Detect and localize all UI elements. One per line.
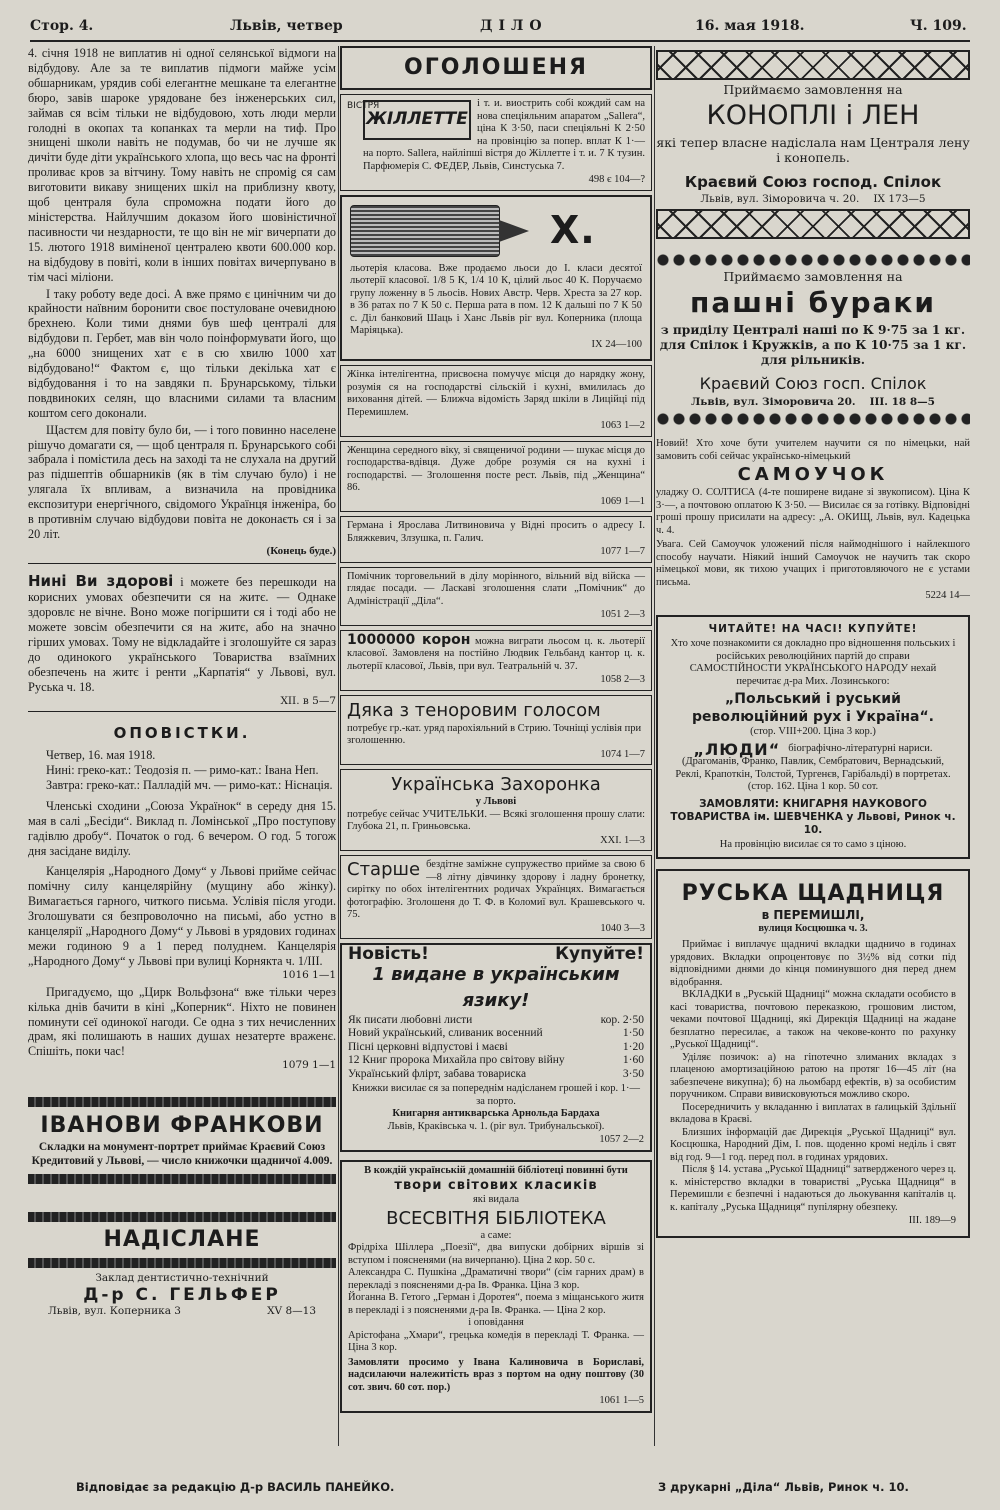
article-paragraph: І таку роботу веде досі. А вже прямо є цинічним чи до крайности наївним боронити своє постуловане очевидною брехнею. Коли тими днями був шеф централі для відбудови п. Гербет, мав він чоло поінформувати його, що „на 6000 знищених хат є в сю хвилю 1000 хат відбудовано!“ Фактом є, що тільки декілька хат є відбудовання і то на завдяки п. Брунарському, тільки повдвиноких селян, що власними силами та власним коштом сего доконали. [28, 286, 336, 420]
column-divider [338, 46, 339, 1446]
classified-text: потребує сейчас УЧИТЕЛЬКИ. — Всякі зголошення прошу слати: Глубока 21, п. Гриньовська. [347, 808, 645, 832]
notices-title: ОПОВІСТКИ. [113, 724, 251, 743]
library-ad [340, 1160, 652, 1413]
book-row [348, 1027, 644, 1041]
classified-text: Помічник торговельний в ділу морінного, вільний від війска — глядає посади. — Ласкаві зголошення слати „Помічник“ до Адміністрації „Діла“. [347, 570, 645, 607]
book-title: Український флірт, забава товариска [348, 1067, 527, 1080]
library-list [348, 1242, 644, 1355]
ad-number: 498 є 104—? [588, 174, 645, 185]
kindergarten-ad [340, 769, 652, 851]
book-row [348, 1041, 644, 1055]
ads-title: ОГОЛОШЕНЯ [404, 55, 588, 80]
notices-names: Нині: греко-кат.: Теодозія п. — римо-кат.: Івана Неп. [46, 762, 319, 777]
book-price: 1·20 [622, 1040, 644, 1053]
pointing-hand-icon [350, 205, 500, 257]
cantor-ad [340, 695, 652, 766]
dentist-footer [28, 1305, 336, 1317]
classified-text: потребує гр.-кат. уряд парохіяльний в Стрию. Точніщі услівія при зголошенню. [347, 722, 642, 746]
ad-number: III. 18 8—5 [869, 396, 935, 408]
books-ad [340, 943, 652, 1152]
ad-number: IX 173—5 [873, 192, 926, 205]
library-intro: В кождій українській домашній бібліотеці повинні бути [364, 1164, 628, 1176]
classified-text: можна виграти льосом ц. к. льотерії класової. Замовленя на постійно Людвик Гельбанд кантор ц. к. льотерії класової, Львів, при вул. Театральній ч. 37. [347, 635, 646, 672]
franko-headline: ІВАНОВИ ФРАНКОВИ [40, 1113, 324, 1139]
library-headline: твори світових класиків [394, 1178, 598, 1193]
masthead-rule [30, 40, 970, 42]
beet-footer [656, 396, 970, 408]
lottery-million-ad [340, 630, 652, 691]
ad-number: 1077 1—7 [600, 546, 645, 557]
beet-text: з приділу Централі наші по К 9·75 за 1 кг. для Спілок і Кружків, а по К 10·75 за 1 кг. для рільників. [659, 323, 967, 367]
beet-org: Краєвий Союз госп. Спілок [699, 374, 927, 393]
library-item: Фрідріха Шіллера „Поезії“, два випуски добірних віршів зі вступом і поясненями (на вичерпаню). Ціна 2 кор. 50 с. [348, 1242, 644, 1266]
library-item: і оповідання [468, 1317, 524, 1328]
article-paragraph: Щастєм для повіту було би, — і того повинно населене рішучо домагати ся, — щоб централя п. Брунарського собі забрала і помістила десь на заході та не слухала на другий раз підшептів обшарників (як в тім случаю було) і не улягала їх впливам, а визначила на провідника експозитури енергічного, свідомого Українця інженіра, бо в противнім случаю відбудови повіта не доконаєть ся і за 20 літ. [28, 422, 336, 541]
notices-tomorrow: Завтра: греко-кат.: Палладій мч. — римо-кат.: Ніснація. [46, 777, 333, 792]
dentist-address: Львів, вул. Коперника 3 [48, 1304, 181, 1317]
library-item: Йоганна В. Гетого „Герман і Доротея“, поема з міщанського житя в перекладі і з поясненями д-ра Ів. Франка. — Ціна 2 кор. [348, 1292, 644, 1316]
library-item: Арістофана „Хмари“, грецька комедія в перекладі Т. Франка. — Ціна 3 кор. [348, 1329, 644, 1353]
page-number: Стор. 4. [30, 18, 94, 34]
bank-paragraph: ВКЛАДКИ в „Руській Щадниці“ можна складати особисто в касі товариства, почтовою переказкою, грошовим листом, чеками почтової Щадниці, які Дирекція Щадниці на жадане безплатно пересилає, а також на чекове-конто по рахунку „Руської Щадниці“. [670, 989, 956, 1050]
hemp-headline: КОНОПЛІ і ЛЕН [706, 99, 920, 131]
book-title: 12 Книг пророка Михайла про світову війну [348, 1054, 565, 1066]
notice-item: Пригадуємо, що „Цирк Вольфзона“ вже тільки через кілька днів бачити в кіні „Коперник“. Ніхто не повинен поминути сеї одинокої нагоди. Се одна з тих нечисленних драм, які полишають в наших душах незатерте враженє. Спішіть, поки час! [28, 984, 336, 1059]
section-rule [28, 563, 336, 565]
books-novelty: Новість! [348, 944, 429, 964]
notices-date: Четвер, 16. мая 1918. [46, 748, 156, 763]
library-order: Замовляти просимо у Івана Калиновича в Бориславі, надсилаючи належитість враз з портом на одну поштову (30 сот. звич. 60 сот. пор.) [348, 1356, 644, 1393]
self-teacher-ad [656, 434, 970, 607]
ad-number: 1040 3—3 [600, 922, 645, 934]
insurance-headline: Нині Ви здорові [28, 572, 174, 591]
book-row [348, 1068, 644, 1082]
ads-header-box [340, 46, 652, 90]
insurance-ad [28, 574, 336, 706]
savings-bank-ad [656, 869, 970, 1238]
column-left [28, 46, 336, 1476]
lottery-x: X. [550, 207, 596, 252]
footer-editor: Відповідає за редакцію Д-р ВАСИЛЬ ПАНЕЙКО. [76, 1480, 395, 1494]
footer-printer: З друкарні „Діла“ Львів, Ринок ч. 10. [658, 1480, 909, 1494]
ad-number: 1069 1—1 [600, 495, 645, 507]
insurance-text: і можете без перешкоди на корисних умовах обезпечити ся на житє. — Однаке здоровлє не вічне. Воно може погіршити ся і тоді або не можете зовсім обезпечити ся на житє, або на значно гірших умовах. Тому не відкладайте і зголошуйте ся зараз до одинокого українського Товариства взаїмних обезпечень на житє і ренти „Карпатія“ у Львові, вул. Руська ч. 18. [28, 575, 336, 694]
franko-text: Складки на монумент-портрет приймає Краєвий Союз Кредитовий у Львові, — число книжочки щадничої 4.009. [31, 1141, 333, 1168]
decorative-bar [28, 1097, 336, 1107]
notice-item: Канцелярія „Народного Дому“ у Львові прийме сейчас помічну силу канцелярійну (мущину або жінку). Вимагається гарного, читкого письма. Услівія після угоди. Зголошувати ся безпроволочно на письмі, або устно в канцелярії „Народного Дому“ у Львові в урядових годинах межи годиною 9 а 1 перед полуднем. Канцелярія „Народного Дому“ у Львові при вулиці Корнякта ч. 1/III. [28, 864, 336, 968]
classified-text: бездітне замiжне супружество прийме за свою 6—8 літну дівчинку здорову і ладну бронетку, сирітку по обох інтелігентних родичах Українцях. Вимагається фотографію. Зголошеня до Т. Ф. в Коломиї вул. Крашевського ч. 75. [347, 859, 645, 920]
hemp-intro: Приймаємо замовлення на [723, 82, 903, 97]
self-teacher-text: уладжу О. СОЛТИСА (4-те поширене видане зі звукописом). Ціна К 3·—, а почтовою оплатою К 3·50. — Висилає ся за готівку. Відповідні гроші прошу присилати на адресу: „А. ОКИЩ, Львів, вул. Кадецька ч. 4. [656, 487, 970, 536]
gillette-logo [363, 100, 471, 140]
beet-intro: Приймаємо замовлення на [723, 268, 903, 284]
beads-border [656, 412, 970, 426]
ornament-border [656, 50, 970, 80]
kindergarten-headline: Українська Захоронка [391, 774, 601, 795]
read-text: Хто хоче познакомити ся докладно про відношення польських і російських революційних партій до справи САМОСТІЙНОСТИ УКРАЇНСЬКОГО НАРОДУ нехай перечитає д-ра Мих. Лозинського: [670, 638, 956, 687]
cantor-headline: Дяка з теноровим голосом [347, 699, 601, 721]
ad-number: 1016 1—1 [282, 968, 336, 981]
classified-ad [340, 441, 652, 513]
ad-number: XII. в 5—7 [280, 694, 336, 707]
people-price: (стор. 162. Ціна 1 кор. 50 сот. [747, 781, 879, 792]
lottery-ad [340, 195, 652, 362]
people-headline: „ЛЮДИ“ [693, 739, 781, 759]
books-shop: Книгарня антикварська Арнольда Бардаха [392, 1108, 600, 1119]
bank-address: вулиця Косцюшка ч. 3. [758, 922, 868, 934]
lottery-text: льотерія класова. Вже продаємо льоси до І. класи десятої льотерії класової. 1/8 5 К, 1/4 10 К, цілий льос 40 К. Поручаємо групу ложенну в 5 льосів. Нових Австр. Черв. Хреста за 27 кор. в 36 ратах по 7 К 50 с. Перша рата в пом. 12 К дальші по 7 К 50 с. Діл банковий Шаць і Ханс Львів рiг вул. Коперника (площа Маріяцька). [350, 262, 642, 336]
hemp-footer [656, 193, 970, 205]
lottery-graphic [350, 205, 642, 257]
classified-ad [340, 567, 652, 626]
ad-number: XXI. 1—3 [600, 834, 645, 846]
gillette-word: ЖІЛЛЕТТЕ [366, 109, 468, 130]
book-row [348, 1014, 644, 1028]
books-headline: 1 видане в українським язику! [372, 963, 620, 1011]
self-teacher-note: Увага. Сей Самоучок уложений після наймоднішого і найлекшого способу научати. Ніякий інший Самоучок не научить так скоро німецької мови, як тихою учащих і приготовляючого не є устами письма. [656, 539, 970, 588]
bank-headline: РУСЬКА ЩАДНИЦЯ [681, 881, 945, 906]
beet-address: Львів, вул. Зіморовича 20. [691, 396, 856, 408]
decorative-bar [28, 1174, 336, 1184]
books-address: Львів, Краківська ч. 1. (ріг вул. Трибунальської). [387, 1120, 605, 1132]
ad-number: 1063 1—2 [600, 420, 645, 431]
newspaper-title: ДІЛО [480, 18, 548, 34]
place-day: Львів, четвер [230, 18, 343, 34]
order-text: ЗАМОВЛЯТИ: КНИГАРНЯ НАУКОВОГО ТОВАРИСТВА ім. ШЕВЧЕНКА у Львові, Ринок ч. 10. [670, 797, 956, 836]
classified-text: Жінка інтелігентна, приcвоєна помучує місця до нарядку жону, розумія ся на господарстві сільскій і кухні, вмилилась до виховання дітей. — Ближча відомість Заряд шкіли в Лиційці під Перемишлем. [347, 369, 645, 418]
bank-paragraph: Приймає і виплачує щадничі вкладки щадничо в годинах урядових. Вкладки опроцентовує по 3½% від сотки під відповідними днями до кінця поминувшого дня перед днем відобрання. [670, 939, 956, 988]
read-headline: „Польський і руський революційний рух і Україна“. [692, 691, 934, 725]
read-banner: ЧИТАЙТЕ! НА ЧАСІ! КУПУЙТЕ! [708, 622, 918, 635]
books-note: Книжки висилає ся за попереднім надісланем грошей і кор. 1·— за порто. [352, 1083, 640, 1107]
order-note: На провінцію висилає ся то само з ціною. [719, 838, 907, 850]
library-title: ВСЕСВІТНЯ БІБЛІОТЕКА [386, 1207, 606, 1229]
classified-ad [340, 516, 652, 563]
notice-item: Членські сходини „Союза Українок“ в середу дня 15. мая в салі „Бесіди“. Виклад п. Ломінської „Про поступову гадівлю дробу“. Початок о год. 6 вечером. О год. 5 тогож дня засідане виділу. [28, 798, 336, 858]
book-price: 1·50 [622, 1027, 644, 1039]
bank-paragraph: Після § 14. устава „Руської Щадниці“ затвердженого через ц. к. міністерство вкладки в товаристві „Руська Щадниця“ в Перемишли є безпечні і надаються до льокування капіталів ц. к. капіталу „Руська Щадниця“ пупілярну обезпеку. [670, 1164, 956, 1213]
beads-border [656, 253, 970, 267]
read-price: (стор. VIII+200. Ціна 3 кор.) [750, 726, 876, 737]
revolution-book-ad [656, 615, 970, 860]
books-list [348, 1014, 644, 1082]
masthead [30, 14, 970, 40]
bank-paragraph: Уділяє позичок: а) на гіпотечно злиманих вкладах з плаценою амортизаційною ратою на протяг 16—45 літ (на забезпечене викупна); б) на льомбард ефектів, в) за особистим поручником. Справи вивисковуються можливо скоро. [670, 1051, 956, 1100]
bank-paragraph: Посередничить у вкладанню і виплатах в ґалицькій Здільнії вкладова в Краєві. [670, 1101, 956, 1125]
book-price: 1·60 [622, 1054, 644, 1066]
bank-paragraph: Близших інформацій дає Дирекція „Руської Щадниці“ вул. Косцюшка, Народний Дім, І. пов. щоденно кромі неділь і свят від год. 9—1 год. перед пол. в годинах урядових. [670, 1126, 956, 1163]
ad-number: 1051 2—3 [600, 609, 645, 620]
people-names: (Драгоманів, Франко, Павлик, Сембратович, Вернадський, Реклі, Крапоткін, Толстой, Тургенєв, Гарібальді) в портретах. [675, 756, 951, 780]
classified-ad [340, 365, 652, 437]
adoption-ad [340, 855, 652, 939]
hemp-address: Львів, вул. Зіморовича ч. 20. [700, 192, 860, 205]
people-row [670, 739, 956, 759]
decorative-bar [28, 1212, 336, 1222]
bank-city: в ПЕРЕМИШЛІ, [761, 908, 865, 922]
ad-number: III. 189—9 [908, 1215, 956, 1226]
ad-number: 5224 14— [925, 590, 970, 601]
ornament-border [656, 209, 970, 239]
article-end: (Конець буде.) [266, 544, 336, 557]
ad-number: 1074 1—7 [600, 748, 645, 760]
book-price: 3·50 [622, 1067, 644, 1080]
library-namely: а саме: [480, 1229, 512, 1241]
self-teacher-intro: Новий! Хто хоче бути учителем научити ся по німецьки, най замовить собі сейчас українсько-німецький [656, 438, 970, 462]
hemp-text: які тепер власне надіслала нам Централя лену і конопель. [656, 134, 970, 165]
classified-text: Германа і Ярослава Литвиновича у Відні просить о адресу І. Бляжкевич, Злзушка, п. Галич. [347, 520, 645, 544]
book-title: Пісні церковні відпустові і маєві [348, 1040, 508, 1053]
kindergarten-city: у Львові [475, 796, 517, 807]
dentist-name: Д-р С. ГЕЛЬФЕР [83, 1284, 281, 1305]
ad-number: 1061 1—5 [599, 1395, 644, 1406]
article-paragraph: 4. січня 1918 не виплатив ні одної селянської відмоги на відбудову. Але за те виплатив підмоги майже усім обшарникам, урядив собі елегантне мешкане та елегантне бюро, завів шарокe урядоване без інженерських сил, займав ся всім тільки не відбудовою, хоть люди мерли голодні в окопах та копанках та мерли на тиф. Про знищені школи навіть не подумав, бо чи не лучше як дичіти буде діти українського хлопа, що весь час на фронті проливає кров за вітчину. Тому навіть не спромig ся сам виготовити викаву знищених шкіл на приблизну квоту, щоб централя була спроможна подати його до міністерства. Найлучшим доказом його шовіністичної пасивности чи нездарности, те що він не міг вичерпати до 15. лютого 1918 виміненої централею квоти 600.000 кор. на відбудову в повіті, коли в інших повітах вичерпувано в тім часі міліони. [28, 46, 336, 284]
gillette-vertical-word: ВІСТРЯ [347, 101, 380, 111]
library-mid: які видала [472, 1194, 520, 1205]
issue-number: Ч. 109. [910, 18, 967, 34]
gillette-text: і т. и. виострить собі кождий сам на нова спеціяльним апаратом „Sallera“, ціна К 3·50, паси спеціяльні К 2·50 на провінцію за попер. вплат К 1·— на порто. Sallera, найліпші вістря до Жіллетте і т. и. 7 К тузин. Парфюмерія С. ФЕДЕР, Львів, Синстуська 7. [363, 98, 645, 172]
gillette-ad [340, 94, 652, 191]
franko-ad [28, 1110, 336, 1170]
ad-number: 1057 2—2 [599, 1134, 644, 1145]
column-divider [654, 46, 655, 1446]
classified-text: Женщина середного віку, зі священичої родини — шукає місця до господарства-вдівця. Дуже добре розумія ся на кухні і господарстві. — Зголошення посте рест. Львів, під „Женщина“ 86. [347, 444, 645, 493]
beet-headline: пашні бураки [689, 286, 937, 319]
book-title: Новий український, сливаник восенний [348, 1027, 543, 1039]
dentist-subtitle: Заклад дентистично-технічний [95, 1272, 269, 1285]
hemp-org: Краєвий Союз господ. Спілок [684, 172, 942, 191]
decorative-bar [28, 1258, 336, 1268]
books-banner [348, 944, 644, 964]
column-middle [340, 46, 652, 1476]
adoption-headline: Старше [347, 859, 421, 880]
million-headline: 1000000 корон [347, 631, 471, 648]
self-teacher-headline: САМОУЧОК [737, 464, 889, 485]
books-buy: Купуйте! [555, 944, 644, 964]
sent-in-title: НАДІСЛАНЕ [103, 1227, 261, 1253]
ad-number: XV 8—13 [267, 1304, 316, 1317]
book-price: кор. 2·50 [600, 1013, 644, 1026]
library-item: Александра С. Пушкіна „Драматичні твори“ (сім гарних драм) в перекладі з поясненями д-ра Ів. Франка. Ціна 3 кор. [348, 1267, 644, 1291]
book-row [348, 1054, 644, 1068]
book-title: Як писати любовні листи [348, 1013, 473, 1026]
column-right [656, 46, 970, 1476]
issue-date: 16. мая 1918. [695, 18, 805, 34]
section-rule [28, 711, 336, 713]
people-subtitle: біографічно-літературні нариси. [788, 743, 933, 754]
ad-number: 1058 2—3 [600, 674, 645, 685]
ad-number: IX 24—100 [591, 338, 642, 350]
ad-number: 1079 1—1 [282, 1059, 336, 1072]
